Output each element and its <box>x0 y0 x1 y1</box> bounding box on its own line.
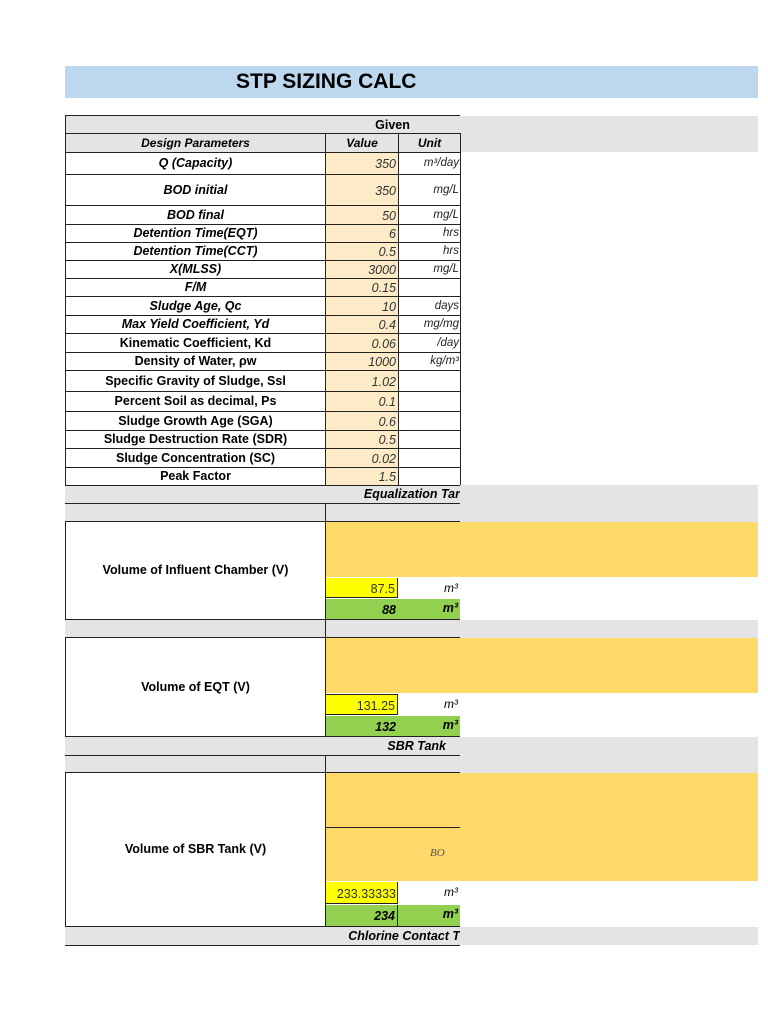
parameter-unit: mg/mg <box>423 318 459 330</box>
parameter-value[interactable]: 350 <box>326 153 398 174</box>
given-header: Given <box>375 118 410 132</box>
parameter-unit <box>399 371 460 391</box>
grid-line <box>65 133 460 134</box>
grid-line <box>65 926 460 927</box>
parameter-unit: hrs <box>443 227 459 239</box>
parameter-value[interactable]: 0.1 <box>326 392 398 411</box>
sbr-volume-rounded: 234 <box>326 905 398 926</box>
parameter-value[interactable]: 3000 <box>326 261 398 278</box>
grid-line <box>65 503 460 504</box>
parameter-name: Peak Factor <box>160 469 231 483</box>
grid-line <box>65 619 460 620</box>
parameter-name: Q (Capacity) <box>158 156 233 170</box>
parameter-value[interactable]: 0.02 <box>326 449 398 467</box>
parameter-value[interactable]: 1000 <box>326 353 398 370</box>
equalization-header: Equalization Tar <box>363 487 460 501</box>
column-header-parameters: Design Parameters <box>141 136 250 150</box>
parameter-value[interactable]: 6 <box>326 225 398 242</box>
parameter-name: BOD initial <box>163 183 228 197</box>
parameter-unit: mg/L <box>433 209 459 221</box>
grid-line <box>65 115 460 116</box>
parameter-name: Percent Soil as decimal, Ps <box>114 394 277 408</box>
parameter-name: Sludge Destruction Rate (SDR) <box>103 432 288 446</box>
parameter-unit: /day <box>437 337 459 349</box>
eqt-volume-rounded: 132 <box>326 716 398 736</box>
grid-line <box>398 133 399 485</box>
parameter-value[interactable]: 50 <box>326 206 398 224</box>
parameter-unit: hrs <box>443 245 459 257</box>
influent-volume-unit: m³ <box>444 581 458 595</box>
parameter-value[interactable]: 0.6 <box>326 412 398 430</box>
parameter-unit: mg/L <box>433 263 459 275</box>
parameter-value[interactable]: 0.4 <box>326 316 398 333</box>
eqt-header-band <box>65 620 758 638</box>
sbr-volume-unit: m³ <box>444 885 458 899</box>
grid-line <box>325 133 326 485</box>
sbr-formula-fragment: BO <box>430 847 445 859</box>
parameter-unit <box>399 279 460 296</box>
parameter-unit <box>399 412 460 430</box>
parameter-name: Max Yield Coefficient, Yd <box>121 317 270 331</box>
parameter-unit: m³/day <box>423 157 459 169</box>
influent-chamber-label: Volume of Influent Chamber (V) <box>102 563 289 577</box>
parameter-value[interactable]: 0.5 <box>326 243 398 260</box>
parameter-name: BOD final <box>167 208 224 222</box>
grid-line <box>65 152 460 153</box>
eqt-volume-label: Volume of EQT (V) <box>141 680 250 694</box>
page-title: STP SIZING CALC <box>236 70 417 93</box>
influent-formula-area <box>326 522 758 577</box>
parameter-unit <box>399 431 460 448</box>
grid-line <box>65 945 460 946</box>
parameter-value[interactable]: 0.06 <box>326 334 398 352</box>
parameter-value[interactable]: 10 <box>326 297 398 315</box>
chlorine-header: Chlorine Contact T <box>348 929 460 943</box>
parameter-name: Sludge Concentration (SC) <box>115 451 276 465</box>
parameter-name: Kinematic Coefficient, Kd <box>119 336 272 350</box>
parameter-name: Detention Time(EQT) <box>133 226 258 240</box>
parameter-value[interactable]: 1.02 <box>326 371 398 391</box>
influent-volume-rounded-unit: m³ <box>398 599 460 619</box>
parameter-unit <box>399 392 460 411</box>
parameter-unit <box>399 468 460 485</box>
eqt-volume-rounded-unit: m³ <box>398 716 460 736</box>
grid-line <box>65 485 460 486</box>
parameter-unit: days <box>434 300 459 312</box>
eqt-volume-computed: 131.25 <box>326 694 398 715</box>
parameter-name: X(MLSS) <box>169 262 222 276</box>
parameter-value[interactable]: 0.15 <box>326 279 398 296</box>
parameter-unit: kg/m³ <box>430 355 459 367</box>
parameter-unit <box>399 449 460 467</box>
sbr-volume-label: Volume of SBR Tank (V) <box>124 842 267 856</box>
parameter-unit: mg/L <box>433 184 459 196</box>
parameter-name: Density of Water, ρw <box>134 354 257 368</box>
parameter-value[interactable]: 1.5 <box>326 468 398 485</box>
eqt-formula-area <box>326 638 758 693</box>
column-header-unit: Unit <box>417 136 442 150</box>
eqt-volume-unit: m³ <box>444 697 458 711</box>
grid-line <box>326 827 460 828</box>
parameter-value[interactable]: 0.5 <box>326 431 398 448</box>
influent-volume-computed: 87.5 <box>326 578 398 598</box>
column-header-value: Value <box>346 136 378 150</box>
sbr-header: SBR Tank <box>387 739 446 753</box>
parameter-name: F/M <box>184 280 207 294</box>
influent-volume-rounded: 88 <box>326 599 398 619</box>
parameter-name: Sludge Growth Age (SGA) <box>118 414 273 428</box>
parameter-name: Specific Gravity of Sludge, Ssl <box>105 374 286 388</box>
grid-line <box>460 133 461 485</box>
parameter-name: Detention Time(CCT) <box>133 244 258 258</box>
sbr-volume-computed: 233.33333 <box>326 882 398 904</box>
grid-line <box>65 736 460 737</box>
parameter-value[interactable]: 350 <box>326 175 398 205</box>
parameter-name: Sludge Age, Qc <box>149 299 242 313</box>
grid-line <box>65 755 460 756</box>
sbr-volume-rounded-unit: m³ <box>398 905 460 926</box>
